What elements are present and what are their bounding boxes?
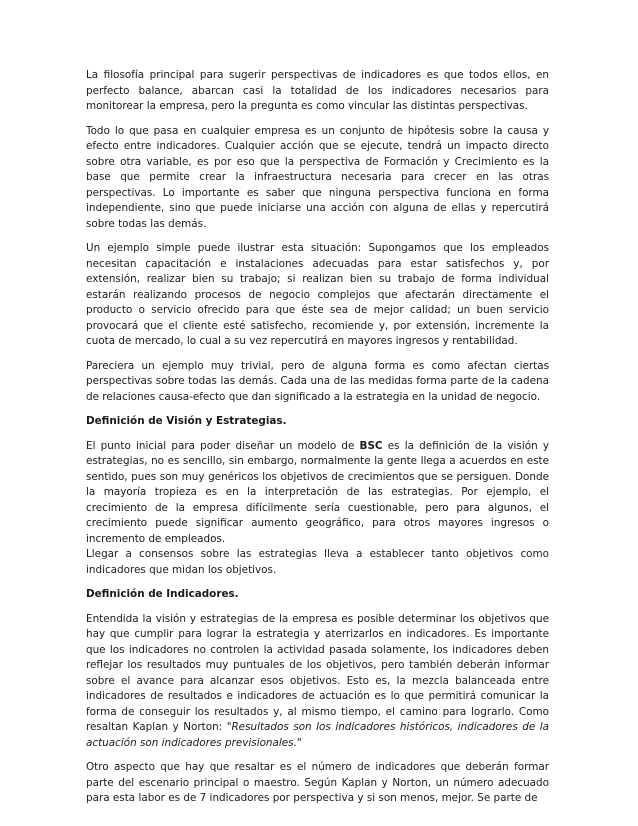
paragraph-entendida bbox=[86, 612, 549, 752]
heading-vision-estrategias: Definición de Visión y Estrategias. bbox=[86, 415, 287, 427]
document-page bbox=[86, 68, 549, 816]
paragraph-entendida-text: Entendida la visión y estrategias de la empresa es posible determinar los objetivos que hay que cumplir para lograr la estrategia y aterrizarlos en indicadores. Es importante que los indicadores no controlen la actividad pasada solamente, los indicadores deben reflejar los resultados muy puntuales de los objetivos, pero también deberán informar sobre el avance para alcanzar esos objetivos. Esto es, la mezcla balanceada entre indicadores de resultados e indicadores de actuación es lo que permitirá comunicar la forma de conseguir los resultados y, al mismo tiempo, el camino para lograrlo. Como resaltan Kaplan y Norton: bbox=[86, 612, 549, 733]
paragraph-consensos: Llegar a consensos sobre las estrategias lleva a establecer tanto objetivos como indicadores que midan los objetivos. bbox=[86, 548, 549, 576]
heading-indicadores: Definición de Indicadores. bbox=[86, 588, 239, 600]
paragraph-punto-inicial bbox=[86, 439, 549, 548]
paragraph-filosofia: La filosofía principal para sugerir perspectivas de indicadores es que todos ellos, en perfecto balance, abarcan casi la totalidad de los indicadores necesarios para monitorear la empresa, pero la pregunta es como vincular las distintas perspectivas. bbox=[86, 69, 549, 112]
paragraph-ejemplo: Un ejemplo simple puede ilustrar esta situación: Supongamos que los empleados necesitan capacitación e instalaciones adecuadas para estar satisfechos y, por extensión, realizar bien su trabajo; si realizan bien su trabajo de forma individual estarán realizando procesos de negocio complejos que afectarán directamente el producto o servicio ofrecido para que éste sea de mejor calidad; un buen servicio provocará que el cliente esté satisfecho, recomiende y, por extensión, incremente la cuota de mercado, lo cual a su vez repercutirá en mayores ingresos y rentabilidad. bbox=[86, 242, 549, 347]
paragraph-punto-inicial-text-1: El punto inicial para poder diseñar un modelo de bbox=[86, 439, 360, 452]
paragraph-trivial: Pareciera un ejemplo muy trivial, pero de alguna forma es como afectan ciertas perspectivas sobre todas las demás. Cada una de las medidas forma parte de la cadena de relaciones causa-efecto que dan significado a la estrategia en la unidad de negocio. bbox=[86, 359, 549, 403]
bsc-term: BSC bbox=[359, 439, 383, 452]
paragraph-punto-inicial-text-2: es la definición de la visión y estrategias, no es sencillo, sin embargo, normalmente la gente llega a acuerdos en este sentido, pues son muy genéricos los objetivos de crecimientos que se persiguen. Donde la mayoría tropieza es en la interpretación de las estrategias. Por ejemplo, el crecimiento de la empresa difícilmente sería cuestionable, pero para algunos, el crecimiento puede significar aumento geográfico, para otros mayores ingresos o incremento de empleados. bbox=[86, 439, 549, 545]
kaplan-norton-quote: "Resultados son los indicadores históricos, indicadores de la actuación son indicadores previsionales." bbox=[86, 721, 549, 749]
paragraph-otro-aspecto: Otro aspecto que hay que resaltar es el número de indicadores que deberán formar parte del escenario principal o maestro. Según Kaplan y Norton, un número adecuado para esta labor es de 7 indicadores por perspectiva y si son menos, mejor. Se parte de bbox=[86, 761, 549, 804]
paragraph-hipotesis: Todo lo que pasa en cualquier empresa es un conjunto de hipótesis sobre la causa y efecto entre indicadores. Cualquier acción que se ejecute, tendrá un impacto directo sobre otra variable, es por eso que la perspectiva de Formación y Crecimiento es la base que permite crear la infraestructura necesaria para crecer en las otras perspectivas. Lo importante es saber que ninguna perspectiva funciona en forma independiente, sino que puede iniciarse una acción con alguna de ellas y repercutirá sobre todas las demás. bbox=[86, 124, 549, 230]
